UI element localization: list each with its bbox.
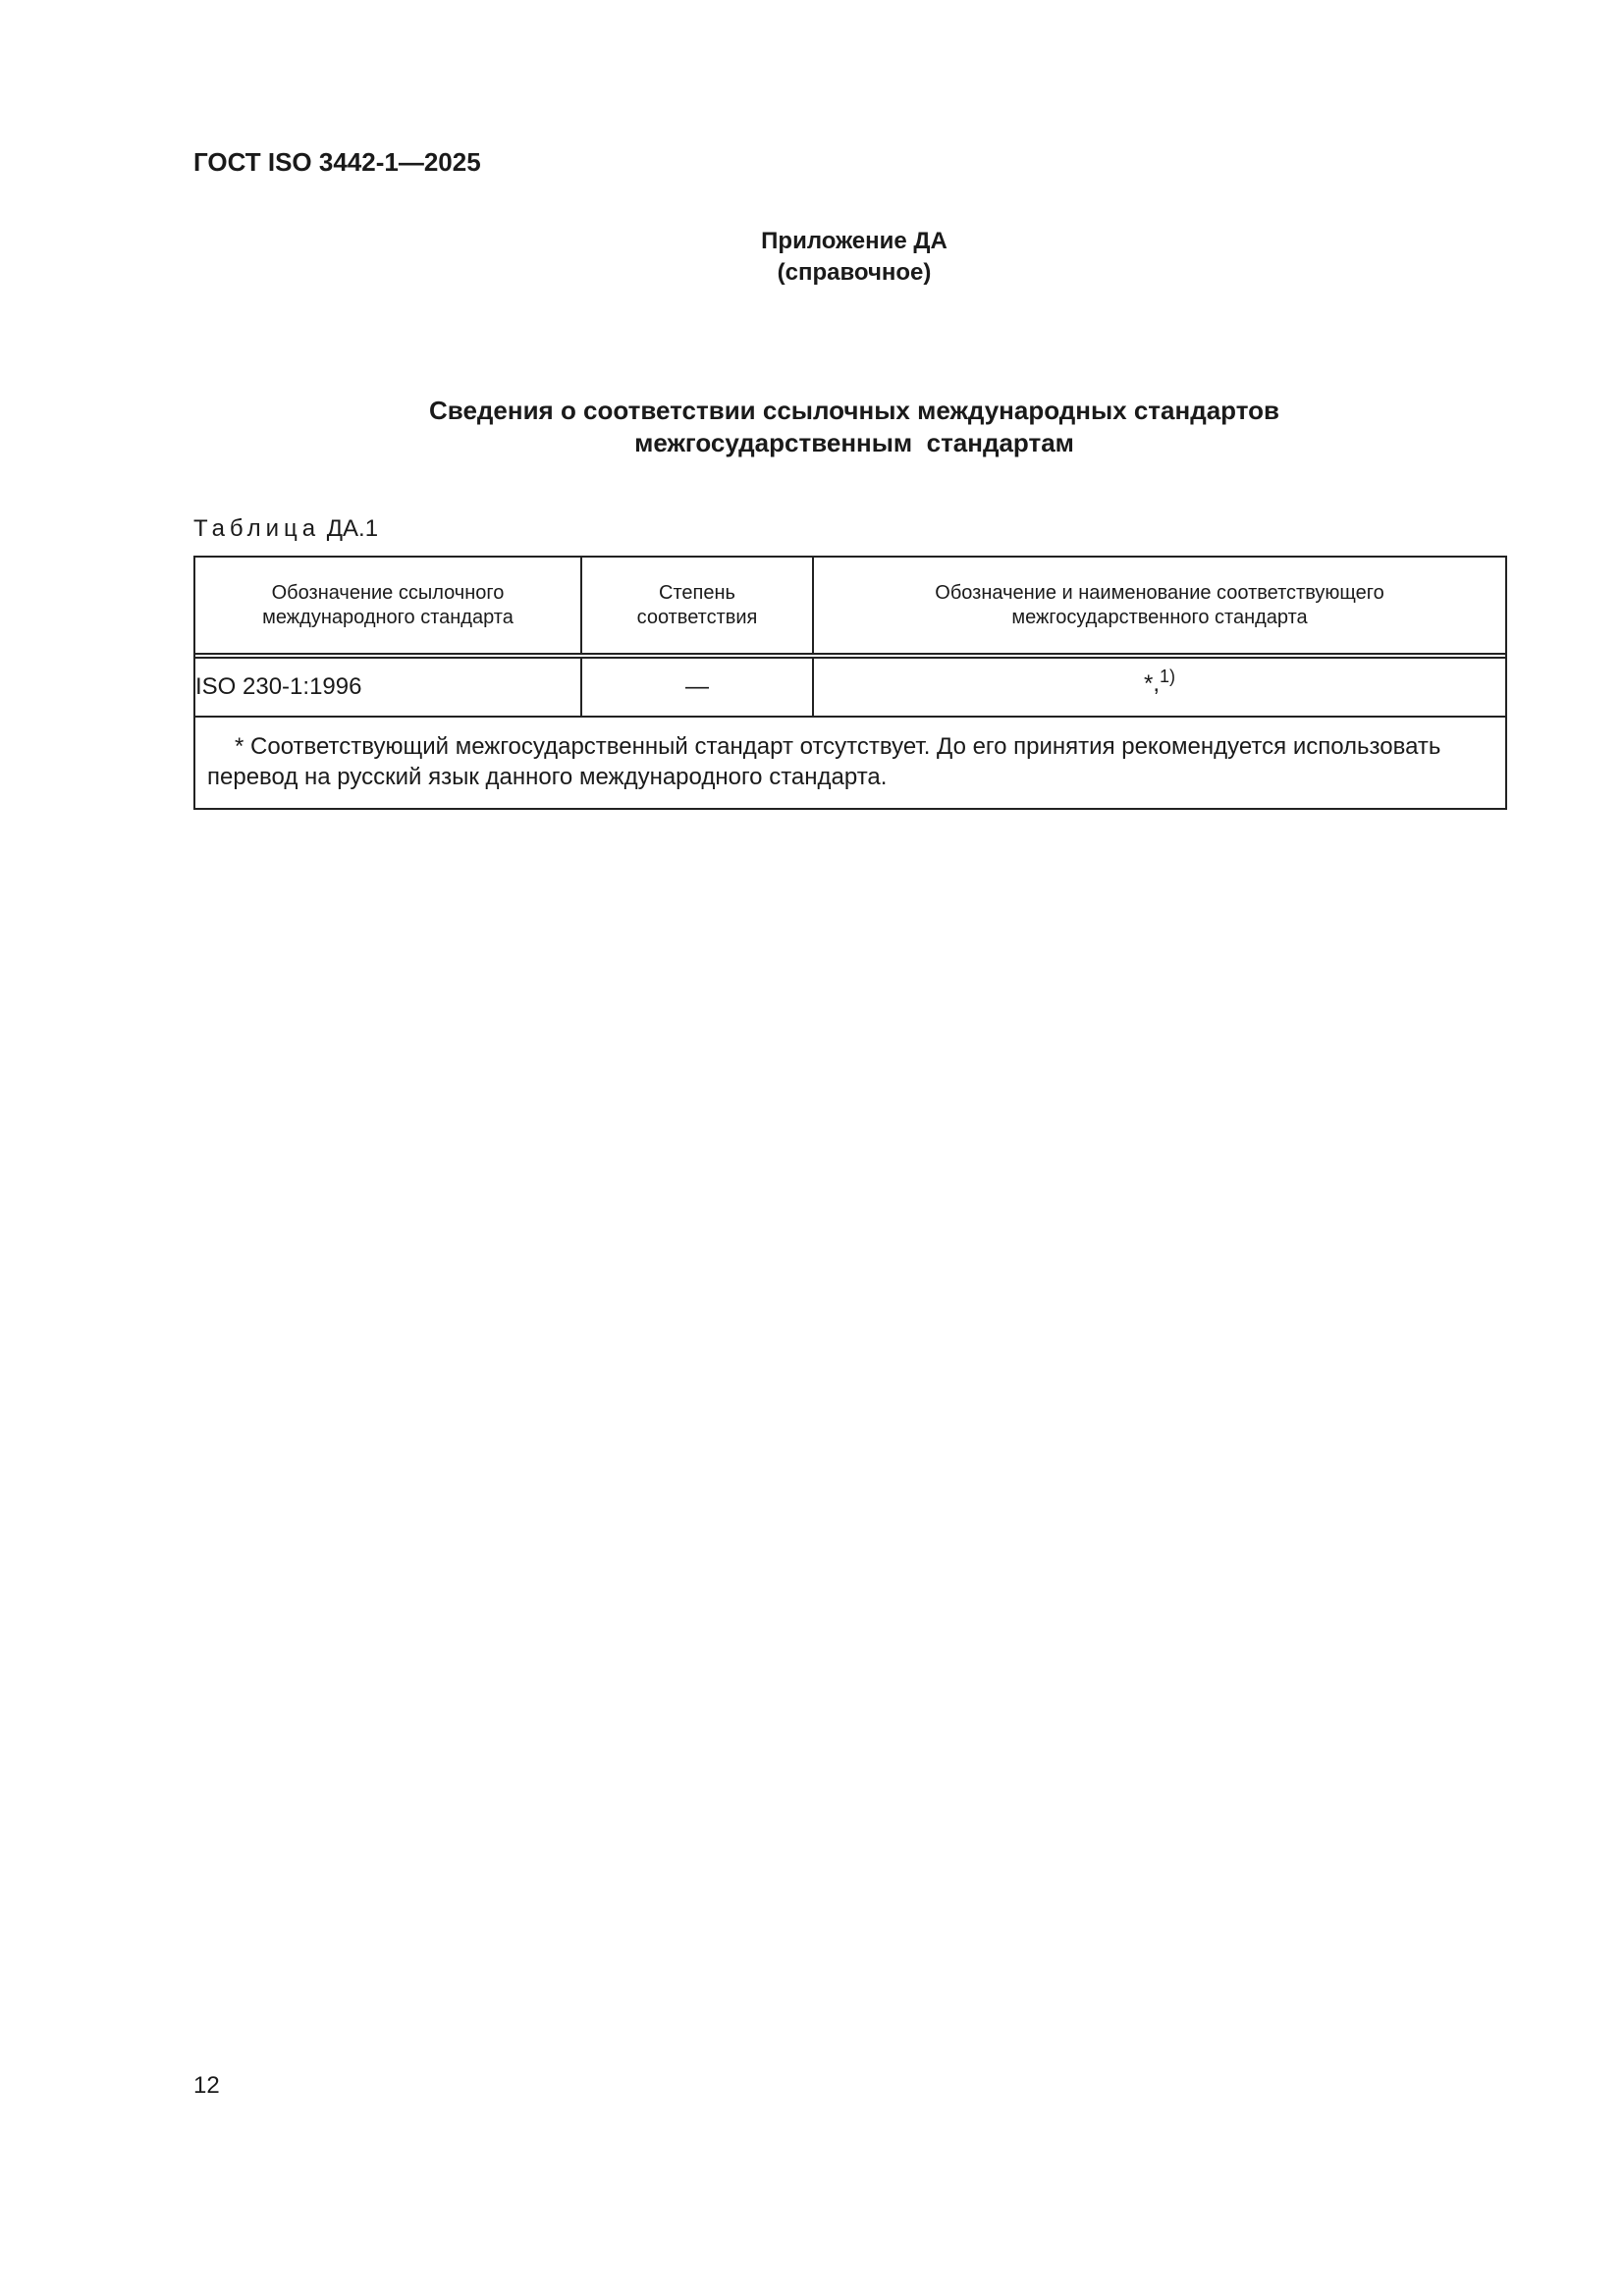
- section-title-line1: Сведения о соответствии ссылочных международных стандартов: [429, 396, 1279, 425]
- footnote-line2: перевод на русский язык данного международного стандарта.: [207, 764, 888, 790]
- header-interstate-standard: Обозначение и наименование соответствующего межгосударственного стандарта: [813, 558, 1505, 656]
- cell-interstate-standard: [813, 656, 1505, 717]
- table-caption-id: ДА.1: [326, 515, 379, 542]
- table-footnote-row: [195, 717, 1505, 808]
- cell-degree: —: [581, 656, 813, 717]
- table-header-row: [195, 558, 1505, 656]
- table-caption-word: Таблица: [193, 515, 321, 542]
- header-degree-of-conformity: Степень соответствия: [581, 558, 813, 656]
- annex-title: Приложение ДА: [761, 228, 947, 254]
- document-code: ГОСТ ISO 3442-1—2025: [193, 147, 481, 177]
- table-footnote: [195, 717, 1505, 808]
- reference-table: [193, 556, 1507, 810]
- footnote-ref: 1): [1160, 667, 1176, 686]
- page-number: 12: [193, 2072, 220, 2099]
- annex-type: (справочное): [777, 259, 932, 286]
- footnote-marker: *,: [1143, 670, 1160, 697]
- footnote-line1: * Соответствующий межгосударственный стандарт отсутствует. До его принятия рекомендуется использовать: [235, 733, 1441, 760]
- table-row: [195, 656, 1505, 717]
- table-caption: [193, 515, 378, 543]
- cell-reference-standard: ISO 230-1:1996: [195, 656, 581, 717]
- annex-heading: [0, 226, 1624, 289]
- header-reference-standard: Обозначение ссылочного международного стандарта: [195, 558, 581, 656]
- section-title: [0, 395, 1624, 459]
- section-title-line2: межгосударственным стандартам: [634, 428, 1074, 457]
